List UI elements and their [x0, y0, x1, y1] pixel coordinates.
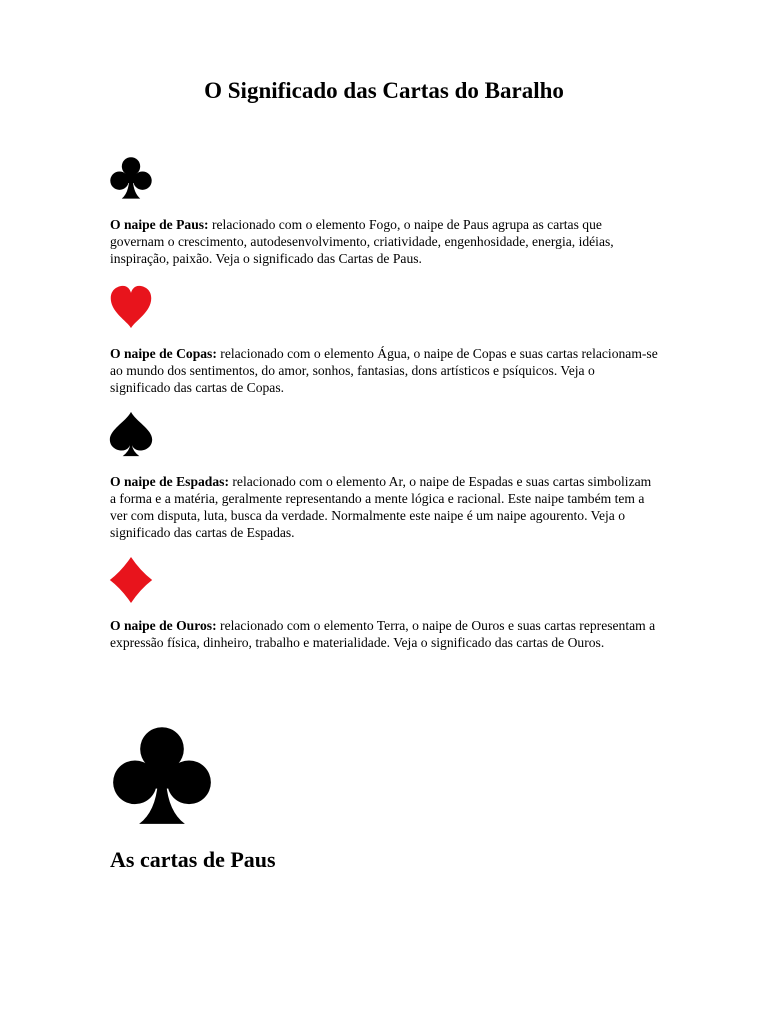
suit-heading-paus: O naipe de Paus: — [110, 217, 209, 232]
suit-text-paus: relacionado com o elemento Fogo, o naipe de Paus agrupa as cartas que governam o crescimento, autodesenvolvimento, criatividade, engenhosidade, energia, idéias, inspiração, paixão. Veja o significado das Cartas de Paus. — [110, 217, 614, 266]
suit-text-copas: relacionado com o elemento Água, o naipe de Copas e suas cartas relacionam-se ao mundo dos sentimentos, do amor, sonhos, fantasias, dons artísticos e psíquicos. Veja o significado das cartas de Copas. — [110, 346, 658, 395]
suit-paragraph-paus — [110, 216, 658, 267]
diamond-icon — [108, 557, 154, 603]
suit-paragraph-ouros — [110, 617, 658, 651]
suit-heading-espadas: O naipe de Espadas: — [110, 474, 229, 489]
suit-text-espadas: relacionado com o elemento Ar, o naipe de Espadas e suas cartas simbolizam a forma e a matéria, geralmente representando a mente lógica e racional. Este naipe também tem a ver com disputa, luta, busca da verdade. Normalmente este naipe é um naipe agourento. Veja o significado das cartas de Espadas. — [110, 474, 652, 540]
large-club-icon — [110, 718, 214, 830]
club-icon — [108, 153, 154, 201]
heart-icon — [108, 285, 154, 329]
section-heading-paus: As cartas de Paus — [110, 847, 276, 872]
suit-heading-ouros: O naipe de Ouros: — [110, 618, 217, 633]
page-title: O Significado das Cartas do Baralho — [204, 78, 564, 103]
spade-icon — [108, 410, 154, 458]
suit-heading-copas: O naipe de Copas: — [110, 346, 217, 361]
suit-paragraph-espadas — [110, 473, 658, 541]
suit-paragraph-copas — [110, 345, 658, 396]
suit-text-ouros: relacionado com o elemento Terra, o naipe de Ouros e suas cartas representam a expressão física, dinheiro, trabalho e materialidade. Veja o significado das cartas de Ouros. — [110, 618, 656, 650]
